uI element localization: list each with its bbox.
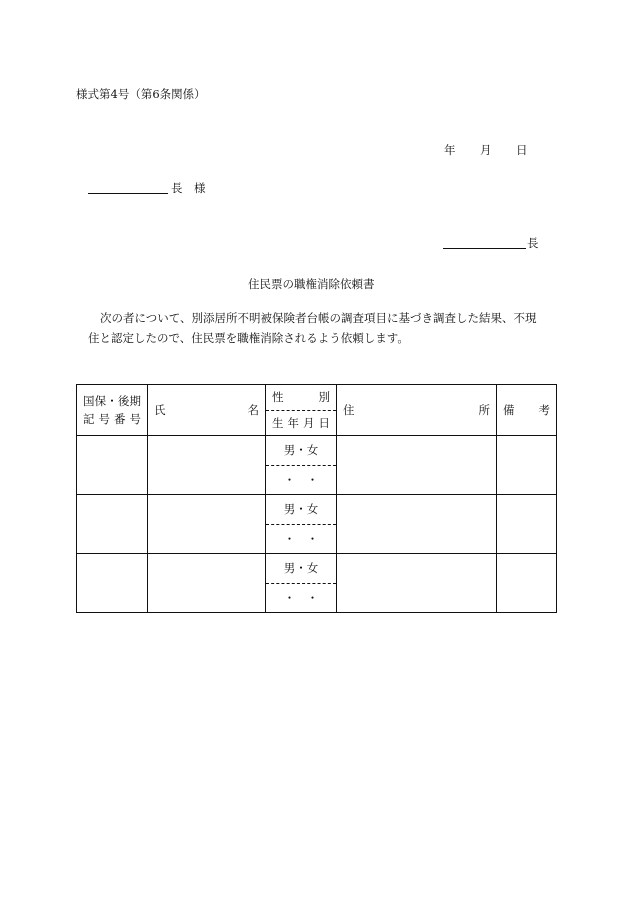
address-cell[interactable] — [337, 495, 497, 554]
table-row — [77, 495, 557, 554]
sender-blank[interactable] — [443, 248, 526, 249]
form-number: 様式第4号（第6条関係） — [76, 87, 206, 101]
gender-choice[interactable]: 男・女 — [283, 561, 319, 576]
gender-dob-cell — [266, 436, 337, 495]
sender-suffix: 長 — [527, 236, 539, 250]
table-header-row — [77, 385, 557, 436]
header-remarks-label: 備 考 — [503, 403, 550, 417]
document-title: 住民票の職権消除依頼書 — [248, 277, 375, 291]
recipient-blank[interactable] — [88, 193, 168, 194]
remarks-cell[interactable] — [497, 495, 557, 554]
remarks-cell[interactable] — [497, 554, 557, 613]
gender-choice[interactable]: 男・女 — [283, 502, 319, 517]
address-cell[interactable] — [337, 554, 497, 613]
insurance-number-cell[interactable] — [77, 436, 148, 495]
header-insurance-label: 国 保 ・ 後 期 — [83, 394, 141, 408]
date-month-label: 月 — [480, 143, 492, 157]
remarks-cell[interactable] — [497, 436, 557, 495]
header-dob-label: 生 年 月 日 — [272, 415, 330, 430]
gender-dob-cell — [266, 495, 337, 554]
table-row — [77, 554, 557, 613]
header-insurance-number — [77, 385, 148, 436]
header-number-label: 記 号 番 号 — [83, 412, 141, 426]
name-cell[interactable] — [148, 554, 266, 613]
name-cell[interactable] — [148, 436, 266, 495]
date-day-label: 日 — [516, 143, 528, 157]
body-line-2: 住と認定したので、住民票を職権消除されるよう依頼します。 — [88, 331, 409, 345]
header-address — [337, 385, 497, 436]
header-name — [148, 385, 266, 436]
dob-field[interactable]: ・ ・ — [266, 524, 336, 554]
residents-table — [76, 384, 557, 613]
dob-field[interactable]: ・ ・ — [266, 465, 336, 495]
recipient-suffix: 長 様 — [171, 181, 206, 195]
header-address-label: 住 所 — [343, 403, 490, 417]
insurance-number-cell[interactable] — [77, 495, 148, 554]
date-year-label: 年 — [444, 143, 456, 157]
body-line-1: 次の者について、別添居所不明被保険者台帳の調査項目に基づき調査した結果、不現 — [100, 311, 537, 325]
name-cell[interactable] — [148, 495, 266, 554]
header-gender-dob — [266, 385, 337, 436]
table-row — [77, 436, 557, 495]
dob-field[interactable]: ・ ・ — [266, 583, 336, 613]
insurance-number-cell[interactable] — [77, 554, 148, 613]
gender-choice[interactable]: 男・女 — [283, 443, 319, 458]
header-gender-label: 性 別 — [272, 390, 330, 405]
gender-dob-cell — [266, 554, 337, 613]
header-name-label: 氏 名 — [154, 403, 259, 417]
address-cell[interactable] — [337, 436, 497, 495]
header-remarks — [497, 385, 557, 436]
